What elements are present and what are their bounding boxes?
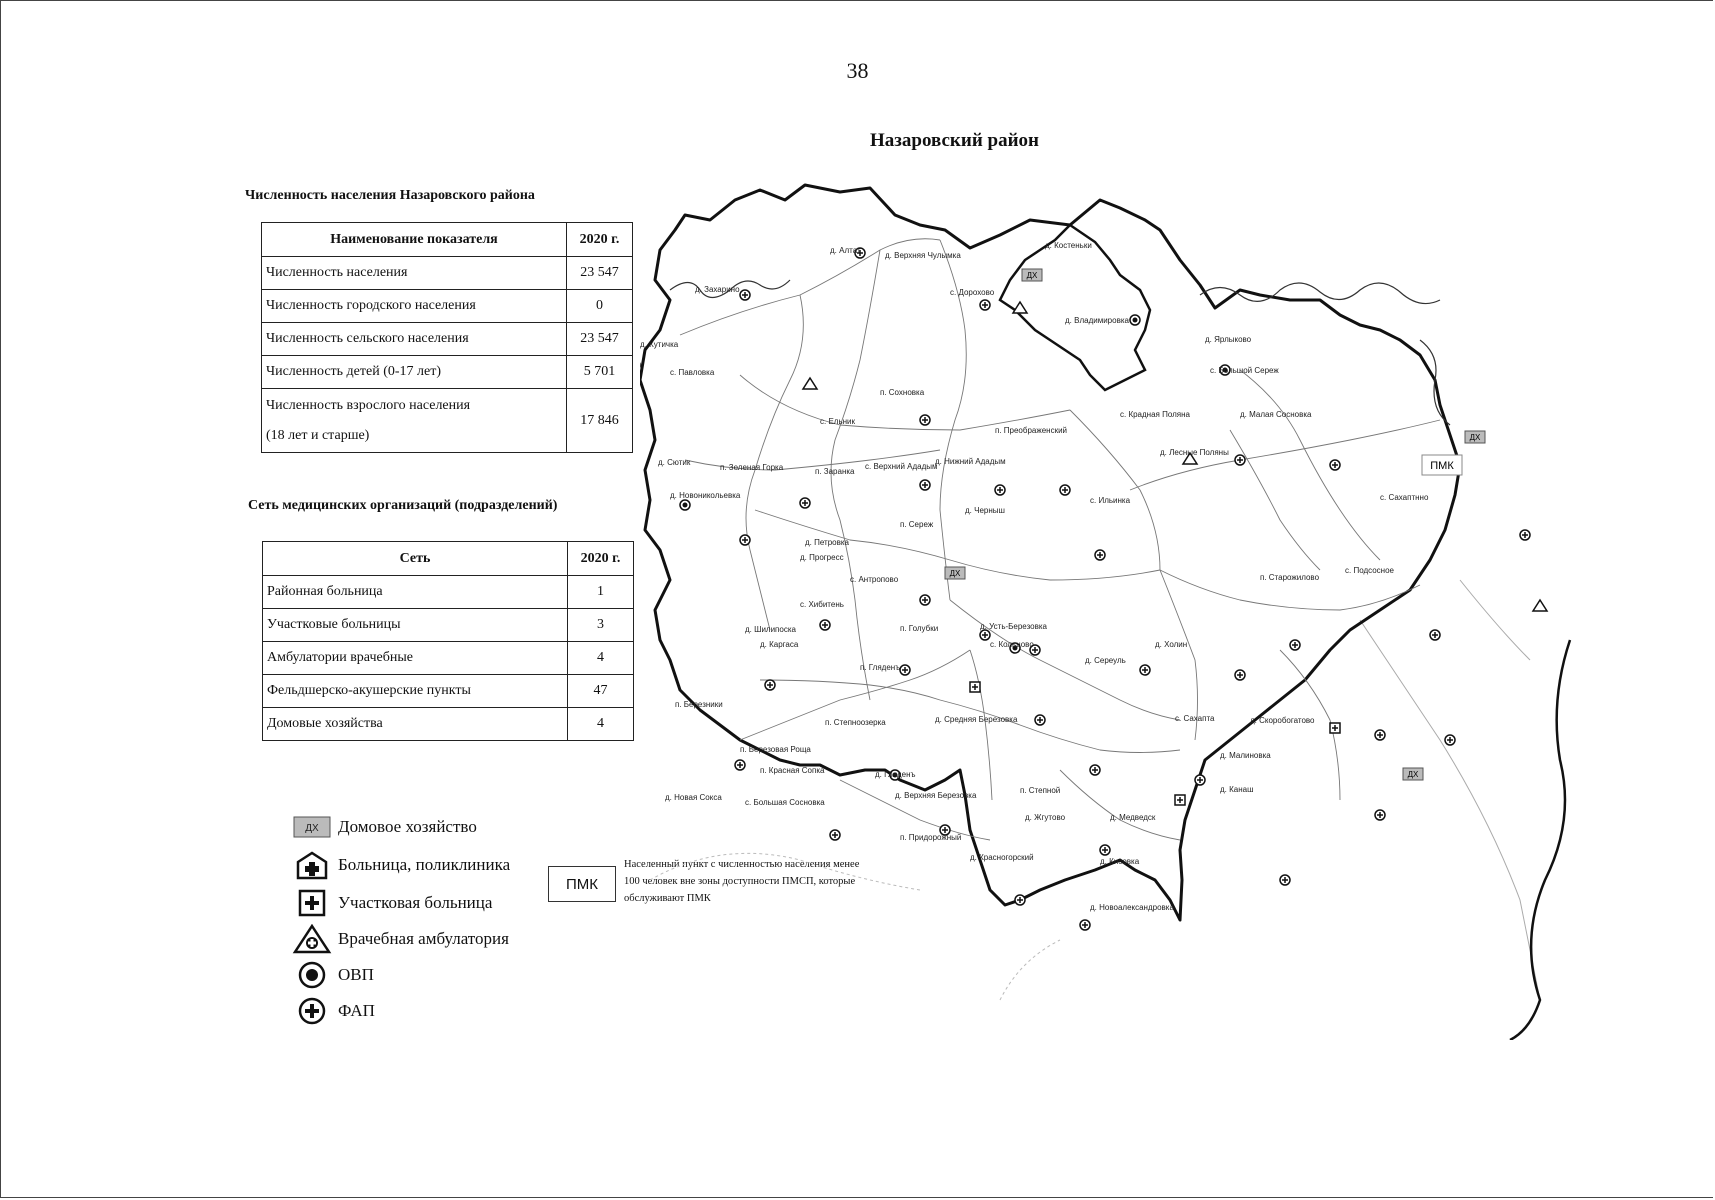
place-label: д. Прогресс <box>800 553 844 562</box>
population-table <box>261 222 633 453</box>
network-section-title: Сеть медицинских организаций (подразделений) <box>248 498 558 513</box>
table-header-row <box>263 542 634 576</box>
dx-badge-text: ДХ <box>949 569 961 578</box>
place-label: п. Березники <box>675 700 723 709</box>
table-header-row <box>262 223 633 257</box>
place-label: д. Лесные Поляны <box>1160 448 1229 457</box>
row-value: 17 846 <box>567 389 633 453</box>
place-label: д. Гляденъ <box>875 770 916 779</box>
place-label: с. Большой Сереж <box>1210 366 1279 375</box>
dx-badge-text: ДХ <box>1026 271 1038 280</box>
place-label: д. Алтат <box>830 246 861 255</box>
place-label: д. Жгутово <box>1025 813 1066 822</box>
pmk-map-text: ПМК <box>1430 460 1454 472</box>
place-label: с. Большая Сосновка <box>745 798 825 807</box>
table-row <box>262 323 633 356</box>
place-label: с. Крадная Поляна <box>1120 410 1190 419</box>
place-label: д. Сереуль <box>1085 656 1126 665</box>
place-label: п. Придорожный <box>900 833 962 842</box>
gp-office-markers <box>680 315 1230 780</box>
legend-label: ФАП <box>338 1001 375 1020</box>
table-row <box>262 356 633 389</box>
table-row <box>263 609 634 642</box>
place-label: д. Канаш <box>1220 785 1254 794</box>
place-label: с. Хибитень <box>800 600 844 609</box>
legend-item-paramedic-station <box>290 996 375 1026</box>
row-label: Домовые хозяйства <box>263 708 568 741</box>
table-row <box>262 257 633 290</box>
row-label: Участковые больницы <box>263 609 568 642</box>
legend-label: Больница, поликлиника <box>338 855 511 874</box>
household-markers <box>945 269 1485 780</box>
district-boundary <box>640 185 1460 920</box>
column-header: 2020 г. <box>567 223 633 257</box>
row-value: 4 <box>568 642 634 675</box>
row-label-main: Численность взрослого населения <box>266 397 471 413</box>
fap-markers <box>640 248 1530 930</box>
place-label: д. Усть-Березовка <box>980 622 1047 631</box>
place-label: п. Преображенский <box>995 426 1068 435</box>
pmk-map-marker <box>1422 455 1462 475</box>
row-value: 47 <box>568 675 634 708</box>
river <box>1420 340 1450 425</box>
row-value: 5 701 <box>567 356 633 389</box>
row-label-sub: (18 лет и старше) <box>266 427 370 443</box>
district-hospital-icon <box>290 888 334 918</box>
legend-item-household <box>290 812 477 842</box>
place-label: с. Ельник <box>820 417 856 426</box>
place-label: д. Новоникольевка <box>670 491 741 500</box>
place-label: п. Сереж <box>900 520 934 529</box>
place-label: д. Черныш <box>965 506 1005 515</box>
row-label: Амбулатории врачебные <box>263 642 568 675</box>
place-label: д. Нижний Ададым <box>935 457 1006 466</box>
place-label: п. Заранка <box>815 467 855 476</box>
place-label: д. Кутичка <box>640 340 679 349</box>
gp-office-icon <box>290 960 334 990</box>
page-number: 38 <box>846 58 869 83</box>
ambulatory-icon <box>290 924 334 954</box>
place-label: д. Верхняя Чулымка <box>885 251 961 260</box>
place-label: д. Владимировка <box>1065 316 1129 325</box>
legend-label: Врачебная амбулатория <box>338 929 509 948</box>
district-map <box>640 180 1575 1040</box>
place-label: д. Кисовка <box>1100 857 1140 866</box>
row-value: 23 547 <box>567 257 633 290</box>
region-title: Назаровский район <box>870 130 1039 151</box>
row-label <box>262 389 567 453</box>
place-label: д. Сютик <box>658 458 691 467</box>
place-label: п. Сохновка <box>880 388 925 397</box>
place-label: д. Новоалександровка <box>1090 903 1174 912</box>
dx-badge-text: ДХ <box>1469 433 1481 442</box>
table-row <box>263 576 634 609</box>
network-table <box>262 541 634 741</box>
table-row <box>263 642 634 675</box>
place-labels <box>640 241 1429 912</box>
row-label: Фельдшерско-акушерские пункты <box>263 675 568 708</box>
row-value: 4 <box>568 708 634 741</box>
place-label: д. Костеньки <box>1045 241 1092 250</box>
legend-item-gp-office <box>290 960 374 990</box>
legend-label: Участковая больница <box>338 893 493 912</box>
place-label: с. Сахапта <box>1175 714 1215 723</box>
place-label: п. Голубки <box>900 624 939 633</box>
place-label: д. Красногорский <box>970 853 1034 862</box>
neighbor-boundary <box>1460 580 1530 660</box>
row-label: Районная больница <box>263 576 568 609</box>
neighbor-boundary <box>1510 640 1570 1040</box>
place-label: д. Скоробогатово <box>1250 716 1315 725</box>
place-label: п. Зеленая Горка <box>720 463 784 472</box>
place-label: с. Сахаптнно <box>1380 493 1429 502</box>
place-label: д. Малая Сосновка <box>1240 410 1312 419</box>
place-label: д. Верхняя Березовка <box>895 791 977 800</box>
pmk-legend-note: Населенный пункт с численностью населения менее 100 человек вне зоны доступности ПМСП, которые обслуживают ПМК <box>624 859 860 904</box>
row-label: Численность детей (0-17 лет) <box>262 356 567 389</box>
place-label: с. Верхний Ададым <box>865 462 938 471</box>
table-row <box>263 708 634 741</box>
column-header: 2020 г. <box>568 542 634 576</box>
legend-label: Домовое хозяйство <box>338 817 477 836</box>
place-label: с. Дорохово <box>950 288 995 297</box>
paramedic-station-icon <box>290 996 334 1026</box>
place-label: с. Подсосное <box>1345 566 1394 575</box>
column-header: Наименование показателя <box>262 223 567 257</box>
pmk-legend-box: ПМК <box>548 866 616 902</box>
row-value: 1 <box>568 576 634 609</box>
row-label: Численность городского населения <box>262 290 567 323</box>
place-label: п. Старожилово <box>1260 573 1320 582</box>
population-section-title: Численность населения Назаровского района <box>245 188 535 203</box>
place-label: п. Красная Сопка <box>760 766 825 775</box>
place-label: п. Степной <box>1020 786 1061 795</box>
neighbor-boundary <box>1360 620 1540 1000</box>
row-value: 0 <box>567 290 633 323</box>
place-label: д. Средняя Березовка <box>935 715 1018 724</box>
place-label: с. Антропово <box>850 575 899 584</box>
legend-item-ambulatory <box>290 924 509 954</box>
legend-item-hospital <box>290 850 510 880</box>
place-label: с. Ильинка <box>1090 496 1131 505</box>
row-label: Численность населения <box>262 257 567 290</box>
neighbor-boundary <box>1000 940 1060 1000</box>
place-label: д. Шилипоска <box>745 625 796 634</box>
neighbor-boundary <box>650 853 920 890</box>
legend-label: ОВП <box>338 965 374 984</box>
place-label: с. Кольцово <box>990 640 1034 649</box>
place-label: д. Малиновка <box>1220 751 1271 760</box>
place-label: п. Березовая Роща <box>740 745 811 754</box>
place-label: с. Павловка <box>670 368 715 377</box>
row-label: Численность сельского населения <box>262 323 567 356</box>
row-value: 23 547 <box>567 323 633 356</box>
place-label: д. Каргаса <box>760 640 799 649</box>
legend-item-district-hospital <box>290 888 492 918</box>
place-label: д. Захарино <box>695 285 740 294</box>
place-label: д. Медведск <box>1110 813 1156 822</box>
dx-badge-text: ДХ <box>1407 770 1419 779</box>
dx-badge-text: ДХ <box>305 823 319 834</box>
table-row <box>263 675 634 708</box>
house-household-icon <box>290 812 334 842</box>
place-label: д. Петровка <box>805 538 849 547</box>
row-value: 3 <box>568 609 634 642</box>
place-label: п. Гляденъ <box>860 663 901 672</box>
place-label: д. Холин <box>1155 640 1188 649</box>
place-label: д. Новая Сокса <box>665 793 722 802</box>
hospital-icon <box>290 850 334 880</box>
table-row <box>262 290 633 323</box>
place-label: п. Степноозерка <box>825 718 886 727</box>
place-label: д. Ярлыково <box>1205 335 1252 344</box>
table-row <box>262 389 633 453</box>
column-header: Сеть <box>263 542 568 576</box>
